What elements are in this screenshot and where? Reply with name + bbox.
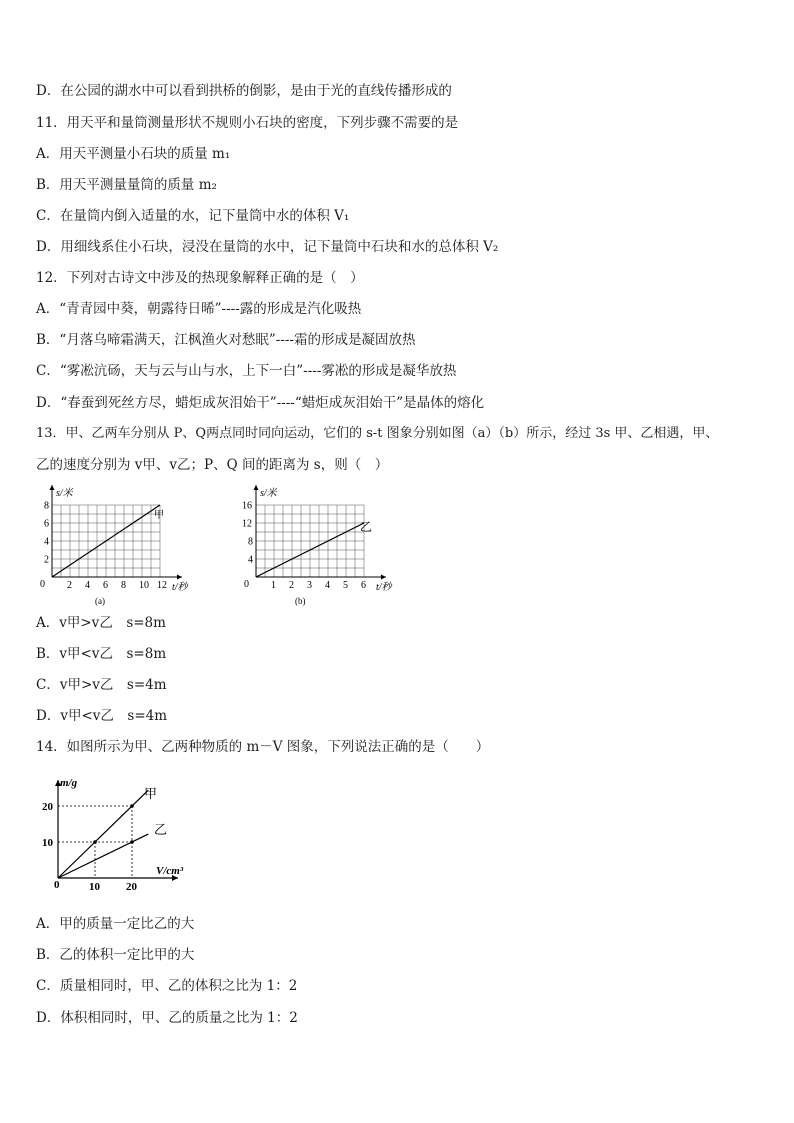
figure-b-grid bbox=[242, 485, 386, 591]
figure-a-series-label: 甲 bbox=[154, 510, 164, 521]
q12-option-c: C．“雾凇沆砀，天与云与山与水，上下一白”----雾凇的形成是凝华放热 bbox=[36, 363, 457, 379]
q14-option-b: B．乙的体积一定比甲的大 bbox=[36, 947, 195, 963]
figure-a-caption: (a) bbox=[95, 596, 105, 606]
y-tick-label: 8 bbox=[44, 500, 49, 512]
y-axis-arrow bbox=[254, 485, 259, 490]
q14-option-a: A．甲的质量一定比乙的大 bbox=[36, 916, 195, 932]
q13-option-d: D．v甲<v乙 s=4m bbox=[36, 708, 168, 724]
y-tick-label: 20 bbox=[42, 801, 53, 813]
figure-a-grid bbox=[44, 485, 182, 591]
x-tick-label: 20 bbox=[126, 881, 137, 893]
x-tick-label: 10 bbox=[89, 881, 100, 893]
figure-mv-series2-label: 乙 bbox=[154, 822, 168, 837]
q13-stem-cont: 乙的速度分别为 v甲、v乙；P、Q 间的距离为 s，则（ ） bbox=[36, 457, 389, 473]
q14-stem: 14．如图所示为甲、乙两种物质的 m－V 图象，下列说法正确的是（ ） bbox=[36, 739, 490, 755]
x-axis-arrow bbox=[177, 575, 182, 580]
q11-option-d: D．用细线系住小石块，浸没在量筒的水中，记下量筒中石块和水的总体积 V₂ bbox=[36, 239, 499, 255]
figure-mv-origin: 0 bbox=[54, 879, 60, 891]
x-tick-label: 10 bbox=[139, 580, 149, 591]
y-axis-arrow bbox=[50, 485, 55, 490]
q11-option-c: C．在量筒内倒入适量的水，记下量筒中水的体积 V₁ bbox=[36, 208, 350, 224]
q13-stem: 13．甲、乙两车分别从 P、Q两点同时同向运动，它们的 s-t 图象分别如图（a）（b）所示，经过 3s 甲、乙相遇，甲、 bbox=[36, 426, 719, 441]
q12-stem: 12．下列对古诗文中涉及的热现象解释正确的是（ ） bbox=[36, 270, 364, 286]
x-tick-label: 2 bbox=[289, 580, 294, 591]
x-tick-label: 4 bbox=[85, 580, 90, 591]
figure-b-origin: 0 bbox=[244, 579, 249, 590]
y-tick-label: 16 bbox=[242, 500, 252, 512]
figure-mv bbox=[32, 768, 212, 900]
series-line-乙 bbox=[58, 834, 148, 878]
q13-option-b: B．v甲<v乙 s=8m bbox=[36, 646, 167, 662]
y-tick-label: 10 bbox=[42, 837, 53, 849]
y-tick-label: 4 bbox=[44, 536, 49, 548]
figure-mv-ylabel: m/g bbox=[60, 777, 78, 789]
series-point-甲 bbox=[130, 804, 134, 808]
y-tick-label: 6 bbox=[44, 518, 49, 530]
y-tick-label: 8 bbox=[248, 536, 253, 548]
y-tick-label: 2 bbox=[44, 554, 49, 566]
q12-option-b: B．“月落乌啼霜满天，江枫渔火对愁眠”----霜的形成是凝固放热 bbox=[36, 332, 416, 348]
figure-a-ylabel: s/米 bbox=[56, 488, 73, 499]
x-tick-label: 5 bbox=[343, 580, 348, 591]
q11-stem: 11．用天平和量筒测量形状不规则小石块的密度，下列步骤不需要的是 bbox=[36, 115, 459, 131]
series-point-乙 bbox=[130, 840, 134, 844]
figure-a-origin: 0 bbox=[40, 579, 45, 590]
figure-b-ylabel: s/米 bbox=[260, 488, 277, 499]
q14-option-d: D．体积相同时，甲、乙的质量之比为 1：2 bbox=[36, 1010, 298, 1026]
figure-a bbox=[32, 483, 202, 613]
x-axis-arrow bbox=[381, 575, 386, 580]
x-tick-label: 3 bbox=[307, 580, 312, 591]
x-tick-label: 12 bbox=[157, 580, 167, 591]
q13-option-a: A．v甲>v乙 s=8m bbox=[36, 615, 166, 631]
figure-a-xlabel: t/秒 bbox=[172, 582, 188, 593]
figure-b bbox=[232, 483, 407, 613]
q10-option-d: D．在公园的湖水中可以看到拱桥的倒影，是由于光的直线传播形成的 bbox=[36, 83, 452, 99]
q12-option-a: A．“青青园中葵，朝露待日晞”----露的形成是汽化吸热 bbox=[36, 301, 362, 317]
figure-b-xlabel: t/秒 bbox=[376, 582, 392, 593]
series-line-甲 bbox=[58, 790, 148, 878]
figure-b-series-label: 乙 bbox=[360, 520, 373, 534]
q11-option-a: A．用天平测量小石块的质量 m₁ bbox=[36, 146, 231, 162]
y-tick-label: 4 bbox=[248, 554, 253, 566]
x-tick-label: 2 bbox=[67, 580, 72, 591]
figure-mv-series1-label: 甲 bbox=[144, 786, 158, 801]
figure-b-caption: (b) bbox=[295, 596, 306, 606]
figure-mv-xlabel: V/cm³ bbox=[156, 865, 184, 877]
q13-option-c: C．v甲>v乙 s=4m bbox=[36, 677, 167, 693]
series-point-甲 bbox=[93, 840, 97, 844]
q12-option-d: D．“春蚕到死丝方尽，蜡炬成灰泪始干”----“蜡炬成灰泪始干”是晶体的熔化 bbox=[36, 395, 485, 411]
q14-option-c: C．质量相同时，甲、乙的体积之比为 1：2 bbox=[36, 978, 298, 994]
y-tick-label: 12 bbox=[242, 518, 252, 530]
x-tick-label: 8 bbox=[121, 580, 126, 591]
x-tick-label: 6 bbox=[361, 580, 366, 591]
x-tick-label: 4 bbox=[325, 580, 330, 591]
x-tick-label: 1 bbox=[271, 580, 276, 591]
q11-option-b: B．用天平测量量筒的质量 m₂ bbox=[36, 177, 217, 193]
x-tick-label: 6 bbox=[103, 580, 108, 591]
